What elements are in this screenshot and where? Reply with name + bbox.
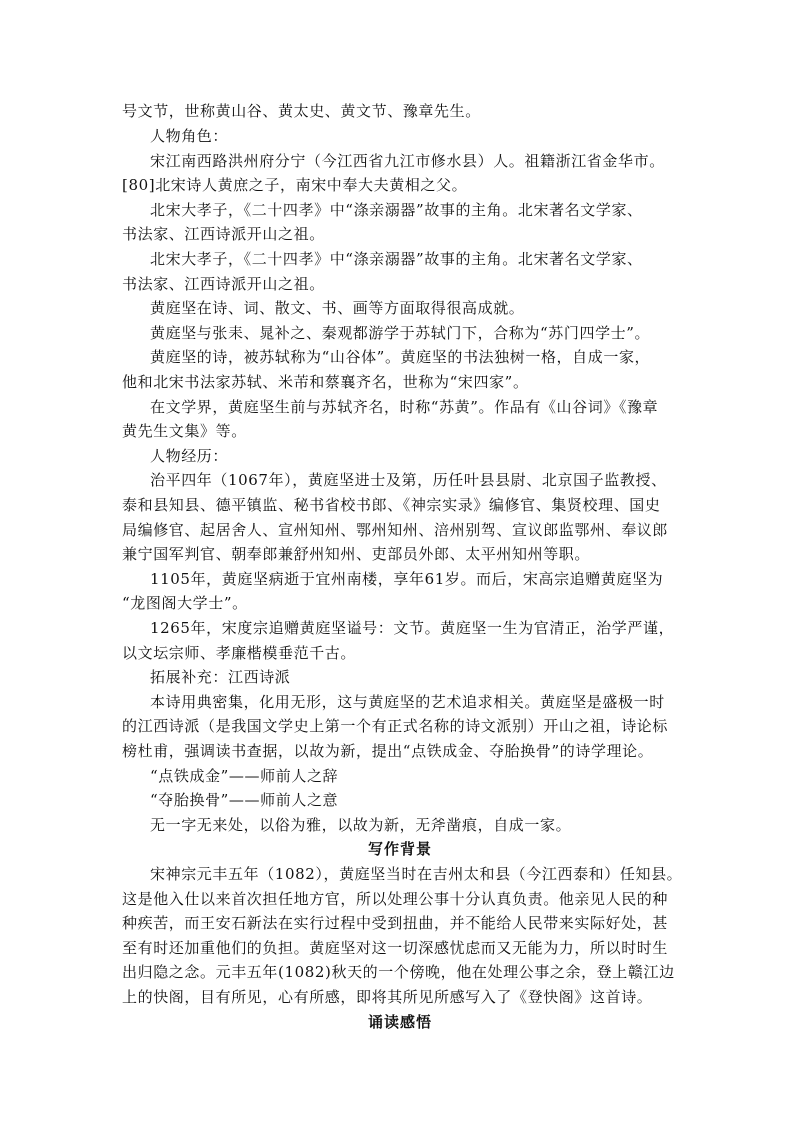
- text-line: 治平四年（1067年），黄庭坚进士及第，历任叶县县尉、北京国子监教授、: [150, 471, 667, 489]
- section-label-extension: 拓展补充：江西诗派: [150, 668, 291, 686]
- text-line: 他和北宋书法家苏轼、米芾和蔡襄齐名，世称为“宋四家”。: [122, 373, 529, 391]
- text-line: 北宋大孝子，《二十四孝》中“涤亲溺器”故事的主角。北宋著名文学家、: [150, 250, 643, 268]
- text-line: “点铁成金”——师前人之辞: [150, 767, 339, 785]
- text-line: 上的快阁，目有所见，心有所感，即将其所见所感写入了《登快阁》这首诗。: [122, 988, 653, 1006]
- text-line: 的江西诗派（是我国文学史上第一个有正式名称的诗文派别）开山之祖，诗论标: [122, 717, 669, 735]
- text-line: 兼宁国军判官、朝奉郎兼舒州知州、吏部员外郎、太平州知州等职。: [122, 545, 591, 563]
- text-line: 榜杜甫，强调读书查据，以故为新，提出“点铁成金、夺胎换骨”的诗学理论。: [122, 742, 654, 760]
- text-line: 1105年，黄庭坚病逝于宜州南楼，享年61岁。而后，宋高宗追赠黄庭坚为: [150, 570, 664, 588]
- text-line: “夺胎换骨”——师前人之意: [150, 791, 339, 809]
- text-line: 在文学界，黄庭坚生前与苏轼齐名，时称“苏黄”。作品有《山谷词》《豫章: [150, 398, 659, 416]
- heading-reading-reflection: 诵读感悟: [368, 1013, 433, 1031]
- text-line: 号文节，世称黄山谷、黄太史、黄文节、豫章先生。: [122, 102, 481, 120]
- text-line: 以文坛宗师、孝廉楷模垂范千古。: [122, 644, 357, 662]
- text-line: [80]北宋诗人黄庶之子，南宋中奉大夫黄相之父。: [122, 176, 468, 194]
- text-line: 黄庭坚的诗，被苏轼称为“山谷体”。黄庭坚的书法独树一格，自成一家，: [150, 348, 651, 366]
- text-line: 1265年，宋度宗追赠黄庭坚谥号：文节。黄庭坚一生为官清正，治学严谨，: [150, 619, 675, 637]
- text-line: 种疾苦，而王安石新法在实行过程中受到扭曲，并不能给人民带来实际好处，甚: [122, 914, 669, 932]
- text-line: 本诗用典密集，化用无形，这与黄庭坚的艺术追求相关。黄庭坚是盛极一时: [150, 693, 665, 711]
- text-line: 北宋大孝子，《二十四孝》中“涤亲溺器”故事的主角。北宋著名文学家、: [150, 201, 643, 219]
- text-line: 泰和县知县、德平镇监、秘书省校书郎、《神宗实录》编修官、集贤校理、国史: [122, 496, 661, 514]
- text-line: 无一字无来处，以俗为雅，以故为新，无斧凿痕，自成一家。: [150, 816, 572, 834]
- text-line: 出归隐之念。元丰五年(1082)秋天的一个傍晚，他在处理公事之余，登上赣江边: [122, 963, 675, 981]
- text-line: 宋江南西路洪州府分宁（今江西省九江市修水县）人。祖籍浙江省金华市。: [150, 152, 665, 170]
- text-line: 书法家、江西诗派开山之祖。: [122, 225, 325, 243]
- text-line: “龙图阁大学士”。: [122, 594, 248, 612]
- heading-writing-background: 写作背景: [368, 840, 433, 858]
- text-line: 这是他入仕以来首次担任地方官，所以处理公事十分认真负责。他亲见人民的种: [122, 890, 669, 908]
- text-line: 书法家、江西诗派开山之祖。: [122, 275, 325, 293]
- text-line: 至有时还加重他们的负担。黄庭坚对这一切深感忧虑而又无能为力，所以时时生: [122, 939, 669, 957]
- section-label-role: 人物角色：: [150, 127, 229, 145]
- text-line: 宋神宗元丰五年（1082），黄庭坚当时在吉州太和县（今江西泰和）任知县。: [150, 865, 683, 883]
- text-line: 黄先生文集》等。: [122, 422, 247, 440]
- text-line: 局编修官、起居舍人、宣州知州、鄂州知州、涪州别驾、宣议郎监鄂州、奉议郎: [122, 521, 669, 539]
- section-label-experience: 人物经历：: [150, 447, 229, 465]
- text-line: 黄庭坚在诗、词、散文、书、画等方面取得很高成就。: [150, 299, 525, 317]
- text-line: 黄庭坚与张耒、晁补之、秦观都游学于苏轼门下，合称为“苏门四学士”。: [150, 324, 651, 342]
